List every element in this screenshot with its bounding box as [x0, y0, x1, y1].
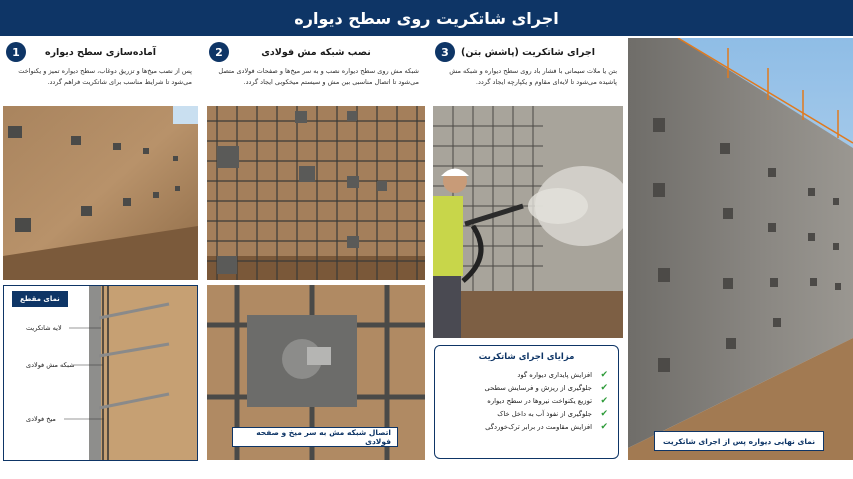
- mesh-label: شبکه مش فولادی: [26, 361, 75, 369]
- step-2-number: 2: [209, 42, 229, 62]
- benefit-item: ✔ توزیع یکنواخت نیروها در سطح دیواره: [487, 395, 608, 406]
- benefit-item: ✔ افزایش پایداری دیواره گود: [517, 369, 608, 380]
- page-title: اجرای شاتکریت روی سطح دیواره: [294, 8, 559, 28]
- step-2-description: شبکه مش روی سطح دیواره نصب و به سر میخ‌ها و صفحات فولادی متصل می‌شود تا اتصال مناسبی بین مش و سیستم میخکوبی ایجاد گردد.: [218, 67, 419, 86]
- step-1-title: آماده‌سازی سطح دیواره: [44, 46, 157, 58]
- shotcrete-spraying-photo: [433, 106, 623, 338]
- shotcrete-layer-label: لایه شاتکریت: [26, 324, 62, 332]
- step-2: [207, 40, 425, 102]
- final-wall-caption: نمای نهایی دیواره پس از اجرای شاتکریت: [654, 431, 824, 451]
- check-icon: ✔: [600, 395, 608, 406]
- step-3-description: بتن یا ملات سیمانی با فشار باد روی سطح دیواره و شبکه مش پاشیده می‌شود تا لایه‌ای مقاوم و یکپارچه ایجاد گردد.: [449, 67, 617, 86]
- benefit-item: ✔ افزایش مقاومت در برابر ترک‌خوردگی: [485, 421, 608, 432]
- step-3: [433, 40, 623, 102]
- mesh-connection-caption: اتصال شبکه مش به سر میخ و صفحه فولادی: [232, 427, 398, 447]
- soil-wall-photo: [3, 106, 198, 280]
- step-3-title: اجرای شاتکریت (پاشش بتن): [460, 46, 596, 58]
- cross-section-diagram: [3, 285, 198, 461]
- final-wall-photo: [628, 38, 853, 460]
- step-1-number: 1: [6, 42, 26, 62]
- step-1: [3, 40, 198, 102]
- benefits-title: مزایای اجرای شاتکریت: [478, 352, 575, 362]
- step-1-description: پس از نصب میخ‌ها و تزریق دوغاب، سطح دیواره تمیز و یکنواخت می‌شود تا شرایط مناسب برای شاتکریت فراهم گردد.: [18, 67, 192, 86]
- benefit-item: ✔ جلوگیری از ریزش و فرسایش سطحی: [484, 382, 608, 393]
- steel-mesh-photo: [207, 106, 425, 280]
- benefits-panel: [434, 345, 619, 459]
- check-icon: ✔: [600, 382, 608, 393]
- check-icon: ✔: [600, 421, 608, 432]
- check-icon: ✔: [600, 408, 608, 419]
- check-icon: ✔: [600, 369, 608, 380]
- step-3-number: 3: [435, 42, 455, 62]
- page-header: [0, 0, 853, 36]
- section-view-tag: نمای مقطع: [12, 291, 68, 307]
- benefit-item: ✔ جلوگیری از نفوذ آب به داخل خاک: [497, 408, 608, 419]
- nail-label: میخ فولادی: [26, 415, 56, 423]
- step-2-title: نصب شبکه مش فولادی: [261, 46, 371, 58]
